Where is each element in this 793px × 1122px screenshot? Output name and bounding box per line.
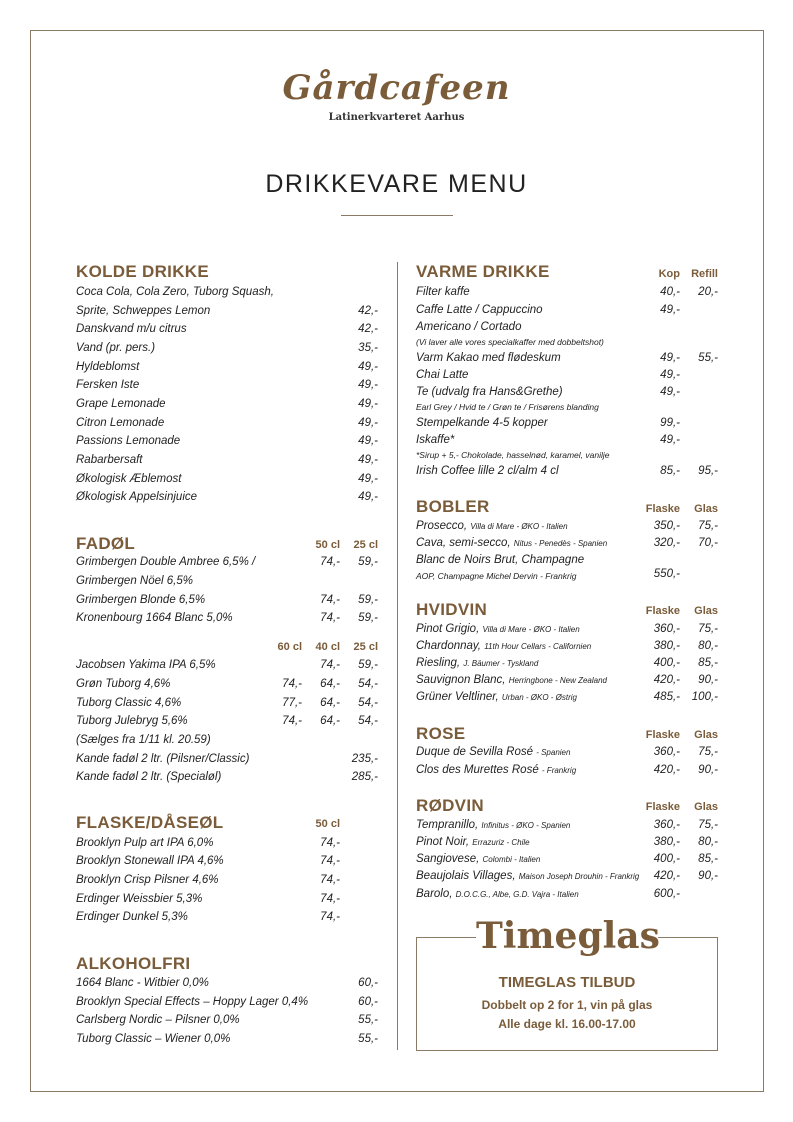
list-item-price: 285,- (351, 771, 378, 783)
list-item-price: 420,- (653, 674, 680, 686)
list-item-price: 60,- (358, 996, 378, 1008)
timeglas-offer-text: Dobbelt op 2 for 1, vin på glas (481, 998, 653, 1012)
list-item-name: Brooklyn Stonewall IPA 4,6% (76, 855, 224, 867)
list-item-name: Vand (pr. pers.) (76, 342, 156, 354)
item-note: (Vi laver alle vores specialkaffer med dobbeltshot) (416, 337, 604, 347)
list-item-price: 49,- (660, 369, 680, 381)
list-item-price: 75,- (698, 623, 718, 635)
list-item-name (416, 537, 607, 549)
list-item-price: 49,- (660, 434, 680, 446)
list-item-price: 59,- (358, 556, 378, 568)
column-header: 25 cl (353, 641, 378, 653)
wine-detail: Urban - ØKO - Østrig (501, 693, 577, 702)
list-item-name: Kande fadøl 2 ltr. (Pilsner/Classic) (76, 753, 250, 765)
list-item-name: Irish Coffee lille 2 cl/alm 4 cl (416, 465, 559, 477)
list-item-name: Varm Kakao med flødeskum (416, 352, 561, 364)
list-item-price: 85,- (660, 465, 680, 477)
wine-name: Duque de Sevilla Rosé (416, 746, 533, 758)
list-item-price: 64,- (320, 715, 340, 727)
list-item-name: Grimbergen Nöel 6,5% (76, 575, 193, 587)
list-item-price: 380,- (653, 640, 680, 652)
wine-name: Tempranillo, (416, 819, 479, 831)
list-item-price: 49,- (358, 473, 378, 485)
note-text: (Sælges fra 1/11 kl. 20.59) (76, 734, 211, 746)
timeglas-hours-text: Alle dage kl. 16.00-17.00 (498, 1017, 636, 1031)
list-item-price: 42,- (358, 323, 378, 335)
wine-name: Riesling, (416, 657, 461, 669)
list-item-price: 85,- (698, 657, 718, 669)
list-item-price: 54,- (358, 678, 378, 690)
list-item-name: Brooklyn Special Effects – Hoppy Lager 0,4% (76, 996, 309, 1008)
list-item-name: Filter kaffe (416, 286, 470, 298)
list-item-price: 420,- (653, 870, 680, 882)
list-item-price: 74,- (320, 874, 340, 886)
list-item-name: Erdinger Dunkel 5,3% (76, 911, 188, 923)
list-item-price: 75,- (698, 520, 718, 532)
wine-detail: J. Bäumer - Tyskland (463, 659, 539, 668)
wine-name: Clos des Murettes Rosé (416, 764, 539, 776)
column-header: Flaske (645, 729, 680, 741)
list-item-price: 74,- (320, 556, 340, 568)
list-item-name: Tuborg Classic 4,6% (76, 697, 182, 709)
section-heading-hvidvin: HVIDVIN (416, 600, 488, 619)
column-header: Glas (694, 729, 718, 741)
list-item-price: 55,- (358, 1033, 378, 1045)
column-header: 50 cl (315, 818, 340, 830)
list-item-price: 360,- (653, 819, 680, 831)
list-item-price: 550,- (653, 568, 680, 580)
list-item-price: 55,- (698, 352, 718, 364)
list-item-name (416, 623, 580, 635)
column-header: Glas (694, 605, 718, 617)
list-item-price: 59,- (358, 594, 378, 606)
column-header: 50 cl (315, 539, 340, 551)
list-item-price: 600,- (653, 888, 680, 900)
list-item-price: 400,- (653, 853, 680, 865)
list-item-price: 85,- (698, 853, 718, 865)
list-item-price: 42,- (358, 305, 378, 317)
list-item-name: 1664 Blanc - Witbier 0,0% (76, 977, 209, 989)
wine-name: Chardonnay, (416, 640, 481, 652)
item-note: Earl Grey / Hvid te / Grøn te / Frisørens blanding (416, 402, 599, 412)
list-item-price: 74,- (320, 594, 340, 606)
column-header: 40 cl (315, 641, 340, 653)
list-item-price: 400,- (653, 657, 680, 669)
list-item-name (416, 657, 538, 669)
list-item-price: 90,- (698, 674, 718, 686)
brand-subtitle: Latinerkvarteret Aarhus (328, 112, 465, 123)
list-item-price: 49,- (358, 435, 378, 447)
list-item-price: 74,- (320, 837, 340, 849)
list-item-price: 74,- (320, 659, 340, 671)
column-header: 60 cl (277, 641, 302, 653)
wine-detail: Herringbone - New Zealand (508, 676, 607, 685)
list-item-price: 40,- (660, 286, 680, 298)
list-item-name (416, 640, 591, 652)
column-header: 25 cl (353, 539, 378, 551)
list-item-name: Chai Latte (416, 369, 469, 381)
list-item-price: 49,- (660, 304, 680, 316)
wine-detail: - Spanien (536, 748, 571, 757)
list-item-name: Stempelkande 4-5 kopper (416, 417, 548, 429)
section-heading-varme: VARME DRIKKE (416, 262, 550, 281)
list-item-price: 75,- (698, 746, 718, 758)
list-item-price: 20,- (698, 286, 718, 298)
list-item-price: 100,- (691, 691, 718, 703)
list-item-price: 60,- (358, 977, 378, 989)
list-item-name: Hyldeblomst (76, 361, 140, 373)
wine-detail: Villa di Mare - ØKO - Italien (482, 625, 580, 634)
list-item-price: 59,- (358, 612, 378, 624)
list-item-name: Grape Lemonade (76, 398, 166, 410)
list-item-name (416, 520, 568, 532)
list-item-name: Coca Cola, Cola Zero, Tuborg Squash, (76, 286, 274, 298)
list-item-price: 95,- (698, 465, 718, 477)
wine-detail: 11th Hour Cellars - Californien (484, 642, 592, 651)
list-item-price: 99,- (660, 417, 680, 429)
wine-detail: Nitus - Penedès - Spanien (513, 539, 608, 548)
list-item-name: Grimbergen Blonde 6,5% (76, 594, 206, 606)
list-item-price: 74,- (320, 612, 340, 624)
list-item-price: 485,- (653, 691, 680, 703)
page-title: DRIKKEVARE MENU (265, 170, 528, 198)
list-item-name: Caffe Latte / Cappuccino (416, 304, 543, 316)
list-item-price: 80,- (698, 640, 718, 652)
section-heading-kolde: KOLDE DRIKKE (76, 262, 209, 281)
wine-detail: Villa di Mare - ØKO - Italien (470, 522, 568, 531)
wine-detail: D.O.C.G., Albe, G.D. Vajra - Italien (455, 890, 579, 899)
section-heading-bobler: BOBLER (416, 497, 490, 516)
column-header: Flaske (645, 605, 680, 617)
title-divider (341, 215, 453, 216)
wine-name: Grüner Veltliner, (416, 691, 499, 703)
list-item-name: Brooklyn Crisp Pilsner 4,6% (76, 874, 219, 886)
list-item-price: 49,- (358, 361, 378, 373)
list-item-name: Kronenbourg 1664 Blanc 5,0% (76, 612, 233, 624)
list-item-name: Brooklyn Pulp art IPA 6,0% (76, 837, 214, 849)
list-item-price: 49,- (660, 386, 680, 398)
column-header: Glas (694, 801, 718, 813)
list-item-name: Iskaffe* (416, 434, 455, 446)
list-item-price: 49,- (660, 352, 680, 364)
list-item-price: 64,- (320, 697, 340, 709)
list-item-price: 380,- (653, 836, 680, 848)
list-item-price: 420,- (653, 764, 680, 776)
list-item-price: 360,- (653, 746, 680, 758)
item-note: AOP, Champagne Michel Dervin - Frankrig (416, 571, 577, 581)
list-item-price: 49,- (358, 454, 378, 466)
list-item-price: 49,- (358, 379, 378, 391)
column-divider (397, 262, 398, 1050)
list-item-price: 77,- (282, 697, 302, 709)
list-item-name: Danskvand m/u citrus (76, 323, 187, 335)
wine-detail: Infinitus - ØKO - Spanien (481, 821, 571, 830)
column-header: Flaske (645, 801, 680, 813)
section-heading-rose: ROSE (416, 724, 466, 743)
wine-name: Sauvignon Blanc, (416, 674, 506, 686)
list-item-price: 80,- (698, 836, 718, 848)
section-heading-rodvin: RØDVIN (416, 796, 484, 815)
list-item-price: 59,- (358, 659, 378, 671)
list-item-name: Fersken Iste (76, 379, 140, 391)
list-item-name: Økologisk Æblemost (76, 473, 182, 485)
list-item-name: Sprite, Schweppes Lemon (76, 305, 211, 317)
wine-name: Pinot Noir, (416, 836, 470, 848)
list-item-price: 74,- (282, 715, 302, 727)
list-item-name (416, 691, 577, 703)
wine-name: Sangiovese, (416, 853, 480, 865)
list-item-name (416, 870, 639, 882)
list-item-price: 235,- (351, 753, 378, 765)
list-item-name: Citron Lemonade (76, 417, 165, 429)
list-item-name: Økologisk Appelsinjuice (76, 491, 198, 503)
list-item-name: Carlsberg Nordic – Pilsner 0,0% (76, 1014, 240, 1026)
section-heading-flaske: FLASKE/DÅSEØL (76, 813, 224, 832)
list-item-price: 90,- (698, 764, 718, 776)
column-header: Refill (691, 268, 718, 280)
list-item-price: 35,- (358, 342, 378, 354)
list-item-name: Kande fadøl 2 ltr. (Specialøl) (76, 771, 222, 783)
column-header: Glas (694, 503, 718, 515)
list-item-price: 74,- (320, 893, 340, 905)
wine-name: Cava, semi-secco, (416, 537, 511, 549)
list-item-price: 64,- (320, 678, 340, 690)
list-item-price: 74,- (320, 855, 340, 867)
list-item-name: Passions Lemonade (76, 435, 181, 447)
list-item-name (416, 853, 540, 865)
list-item-name: Erdinger Weissbier 5,3% (76, 893, 203, 905)
item-note: *Sirup + 5,- Chokolade, hasselnød, karamel, vanilje (416, 450, 610, 460)
list-item-name: Te (udvalg fra Hans&Grethe) (416, 386, 563, 398)
list-item-name (416, 836, 530, 848)
wine-detail: Maison Joseph Drouhin - Frankrig (518, 872, 640, 881)
list-item-name: Jacobsen Yakima IPA 6,5% (76, 659, 216, 671)
section-heading-fadol: FADØL (76, 534, 136, 553)
wine-name: Pinot Grigio, (416, 623, 480, 635)
list-item-name (416, 764, 576, 776)
list-item-name: Tuborg Julebryg 5,6% (76, 715, 188, 727)
list-item-name: Grimbergen Double Ambree 6,5% / (76, 556, 256, 568)
list-item-price: 49,- (358, 398, 378, 410)
list-item-name: Tuborg Classic – Wiener 0,0% (76, 1033, 231, 1045)
wine-name: Prosecco, (416, 520, 468, 532)
list-item-price: 54,- (358, 715, 378, 727)
list-item-price: 320,- (653, 537, 680, 549)
list-item-price: 360,- (653, 623, 680, 635)
list-item-name: Americano / Cortado (416, 321, 522, 333)
list-item-price: 90,- (698, 870, 718, 882)
list-item-name (416, 888, 579, 900)
list-item-name (416, 819, 570, 831)
list-item-name: Blanc de Noirs Brut, Champagne (416, 554, 585, 566)
wine-name: Beaujolais Villages, (416, 870, 516, 882)
list-item-price: 49,- (358, 417, 378, 429)
list-item-price: 54,- (358, 697, 378, 709)
list-item-price: 55,- (358, 1014, 378, 1026)
wine-detail: - Frankrig (541, 766, 577, 775)
wine-detail: Errazuriz - Chile (472, 838, 530, 847)
list-item-price: 75,- (698, 819, 718, 831)
column-header: Kop (658, 268, 680, 280)
list-item-price: 70,- (698, 537, 718, 549)
list-item-price: 49,- (358, 491, 378, 503)
wine-name: Barolo, (416, 888, 453, 900)
list-item-name: Rabarbersaft (76, 454, 143, 466)
list-item-price: 74,- (282, 678, 302, 690)
list-item-name (416, 746, 570, 758)
brand-logo: Gårdcafeen (282, 68, 511, 108)
column-header: Flaske (645, 503, 680, 515)
section-heading-alkoholfri: ALKOHOLFRI (76, 954, 191, 973)
list-item-name: Grøn Tuborg 4,6% (76, 678, 171, 690)
list-item-price: 74,- (320, 911, 340, 923)
timeglas-logo: Timeglas (476, 915, 660, 957)
list-item-price: 350,- (653, 520, 680, 532)
timeglas-title: TIMEGLAS TILBUD (498, 974, 636, 991)
list-item-name (416, 674, 607, 686)
wine-detail: Colombi - Italien (482, 855, 541, 864)
